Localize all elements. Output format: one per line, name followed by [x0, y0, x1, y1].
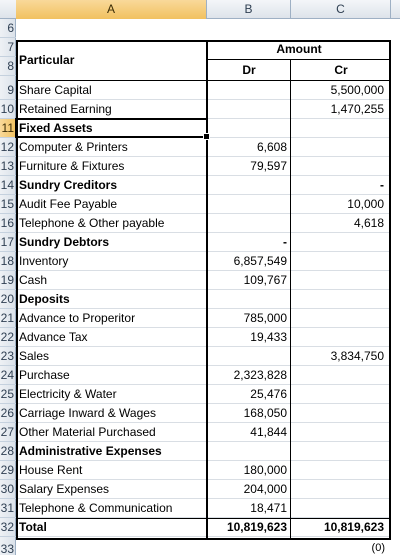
particular-cell[interactable]: Advance to Properitor	[16, 309, 207, 328]
debit-cell[interactable]: 6,608	[207, 138, 291, 157]
credit-cell[interactable]: 4,618	[291, 214, 391, 233]
particular-cell[interactable]: Carriage Inward & Wages	[16, 404, 207, 423]
credit-cell[interactable]	[291, 404, 391, 423]
table-row	[0, 290, 400, 309]
header-bottom-border	[16, 80, 391, 81]
table-row	[0, 328, 400, 347]
row-header[interactable]: 23	[0, 347, 16, 366]
credit-cell[interactable]: 10,000	[291, 195, 391, 214]
row-header[interactable]: 20	[0, 290, 16, 309]
credit-cell[interactable]: -	[291, 176, 391, 195]
row-header[interactable]: 14	[0, 176, 16, 195]
row-header[interactable]: 9	[0, 81, 16, 100]
table-row	[0, 309, 400, 328]
debit-cell[interactable]: 785,000	[207, 309, 291, 328]
particular-cell[interactable]: Telephone & Communication	[16, 499, 207, 518]
credit-cell[interactable]	[291, 233, 391, 252]
dr-cr-divider	[290, 60, 291, 540]
particular-cell[interactable]: Fixed Assets	[16, 119, 207, 138]
row-header[interactable]: 33	[0, 540, 16, 555]
row-header[interactable]: 15	[0, 195, 16, 214]
credit-cell[interactable]	[291, 157, 391, 176]
table-row	[0, 195, 400, 214]
row-header[interactable]: 30	[0, 480, 16, 499]
debit-cell[interactable]: 79,597	[207, 157, 291, 176]
credit-cell[interactable]	[291, 442, 391, 461]
debit-cell[interactable]	[207, 81, 291, 100]
credit-cell[interactable]	[291, 423, 391, 442]
table-row	[0, 442, 400, 461]
credit-cell[interactable]	[291, 461, 391, 480]
row-header[interactable]: 16	[0, 214, 16, 233]
row-header[interactable]: 18	[0, 252, 16, 271]
row-header[interactable]: 25	[0, 385, 16, 404]
credit-cell[interactable]	[291, 385, 391, 404]
total-bottom-border	[16, 538, 391, 540]
debit-cell[interactable]: 2,323,828	[207, 366, 291, 385]
row-header[interactable]: 29	[0, 461, 16, 480]
debit-header[interactable]: Dr	[242, 63, 256, 77]
table-row	[0, 404, 400, 423]
debit-cell[interactable]: 204,000	[207, 480, 291, 499]
row-header[interactable]: 10	[0, 100, 16, 119]
row-header[interactable]: 32	[0, 518, 16, 537]
table-row	[0, 480, 400, 499]
particular-cell[interactable]: Advance Tax	[16, 328, 207, 347]
column-header-a[interactable]: A	[16, 0, 207, 19]
row-header[interactable]: 26	[0, 404, 16, 423]
debit-cell[interactable]	[207, 100, 291, 119]
particular-cell[interactable]: Sundry Debtors	[16, 233, 207, 252]
table-row	[0, 138, 400, 157]
credit-cell[interactable]	[291, 309, 391, 328]
particular-cell[interactable]: Salary Expenses	[16, 480, 207, 499]
table-row	[0, 271, 400, 290]
debit-cell[interactable]	[207, 442, 291, 461]
row-header[interactable]: 13	[0, 157, 16, 176]
table-top-border	[16, 40, 391, 42]
debit-cell[interactable]	[207, 119, 291, 138]
debit-cell[interactable]: 109,767	[207, 271, 291, 290]
particular-cell[interactable]: Purchase	[16, 366, 207, 385]
particular-header[interactable]: Particular	[19, 53, 75, 67]
difference-cell[interactable]: (0)	[371, 542, 385, 554]
debit-cell[interactable]: 6,857,549	[207, 252, 291, 271]
table-row	[0, 518, 400, 537]
credit-cell[interactable]: 5,500,000	[291, 81, 391, 100]
particular-cell[interactable]: Total	[16, 518, 207, 537]
credit-cell[interactable]	[291, 480, 391, 499]
row-header[interactable]: 24	[0, 366, 16, 385]
particular-cell[interactable]: House Rent	[16, 461, 207, 480]
debit-cell[interactable]: 10,819,623	[207, 518, 291, 537]
particular-cell[interactable]: Other Material Purchased	[16, 423, 207, 442]
column-header-b[interactable]: B	[207, 0, 291, 19]
row-header[interactable]: 7	[0, 38, 16, 57]
particular-cell[interactable]: Furniture & Fixtures	[16, 157, 207, 176]
grid-row	[0, 19, 400, 38]
table-row	[0, 157, 400, 176]
debit-cell[interactable]: 180,000	[207, 461, 291, 480]
credit-cell[interactable]	[291, 328, 391, 347]
row-header[interactable]: 17	[0, 233, 16, 252]
table-left-border	[16, 40, 18, 540]
particular-cell[interactable]: Telephone & Other payable	[16, 214, 207, 233]
particular-cell[interactable]: Retained Earning	[16, 100, 207, 119]
row-header[interactable]: 6	[0, 19, 16, 38]
credit-header[interactable]: Cr	[334, 63, 348, 77]
debit-cell[interactable]	[207, 195, 291, 214]
debit-cell[interactable]: -	[207, 233, 291, 252]
table-row	[0, 176, 400, 195]
table-row	[0, 81, 400, 100]
credit-cell[interactable]	[291, 271, 391, 290]
particular-cell[interactable]: Electricity & Water	[16, 385, 207, 404]
table-row	[0, 347, 400, 366]
row-header[interactable]: 12	[0, 138, 16, 157]
table-row	[0, 423, 400, 442]
table-row	[0, 252, 400, 271]
credit-cell[interactable]: 10,819,623	[291, 518, 391, 537]
table-row	[0, 100, 400, 119]
debit-cell[interactable]	[207, 214, 291, 233]
debit-cell[interactable]: 18,471	[207, 499, 291, 518]
particular-cell[interactable]: Sales	[16, 347, 207, 366]
table-row	[0, 119, 400, 138]
row-header[interactable]: 28	[0, 442, 16, 461]
particular-cell[interactable]: Audit Fee Payable	[16, 195, 207, 214]
table-row	[0, 461, 400, 480]
row-header[interactable]: 11	[0, 119, 16, 138]
table-right-border	[389, 40, 391, 540]
row-header[interactable]: 22	[0, 328, 16, 347]
debit-cell[interactable]: 168,050	[207, 404, 291, 423]
row-header[interactable]: 8	[0, 57, 16, 76]
credit-cell[interactable]	[291, 252, 391, 271]
debit-cell[interactable]: 19,433	[207, 328, 291, 347]
row-header[interactable]: 19	[0, 271, 16, 290]
credit-cell[interactable]	[291, 499, 391, 518]
particular-divider	[206, 40, 208, 540]
debit-cell[interactable]	[207, 290, 291, 309]
column-header-c[interactable]: C	[291, 0, 391, 19]
table-row	[0, 385, 400, 404]
particular-cell[interactable]: Cash	[16, 271, 207, 290]
debit-cell[interactable]: 41,844	[207, 423, 291, 442]
debit-cell[interactable]: 25,476	[207, 385, 291, 404]
credit-cell[interactable]	[291, 138, 391, 157]
particular-cell[interactable]: Computer & Printers	[16, 138, 207, 157]
table-row	[0, 233, 400, 252]
debit-cell[interactable]	[207, 347, 291, 366]
column-headers	[0, 0, 400, 19]
total-top-border	[16, 518, 391, 519]
row-header[interactable]: 31	[0, 499, 16, 518]
credit-cell[interactable]: 3,834,750	[291, 347, 391, 366]
table-row	[0, 499, 400, 518]
amount-header[interactable]: Amount	[276, 42, 322, 56]
particular-cell[interactable]: Administrative Expenses	[16, 442, 207, 461]
credit-cell[interactable]	[291, 290, 391, 309]
credit-cell[interactable]: 1,470,255	[291, 100, 391, 119]
credit-cell[interactable]	[291, 366, 391, 385]
particular-cell[interactable]: Share Capital	[16, 81, 207, 100]
amount-underline	[206, 59, 391, 60]
particular-cell[interactable]: Deposits	[16, 290, 207, 309]
table-row	[0, 214, 400, 233]
particular-cell[interactable]: Inventory	[16, 252, 207, 271]
table-row	[0, 366, 400, 385]
particular-cell[interactable]: Sundry Creditors	[16, 176, 207, 195]
row-header[interactable]: 21	[0, 309, 16, 328]
credit-cell[interactable]	[291, 119, 391, 138]
debit-cell[interactable]	[207, 176, 291, 195]
row-header[interactable]: 27	[0, 423, 16, 442]
